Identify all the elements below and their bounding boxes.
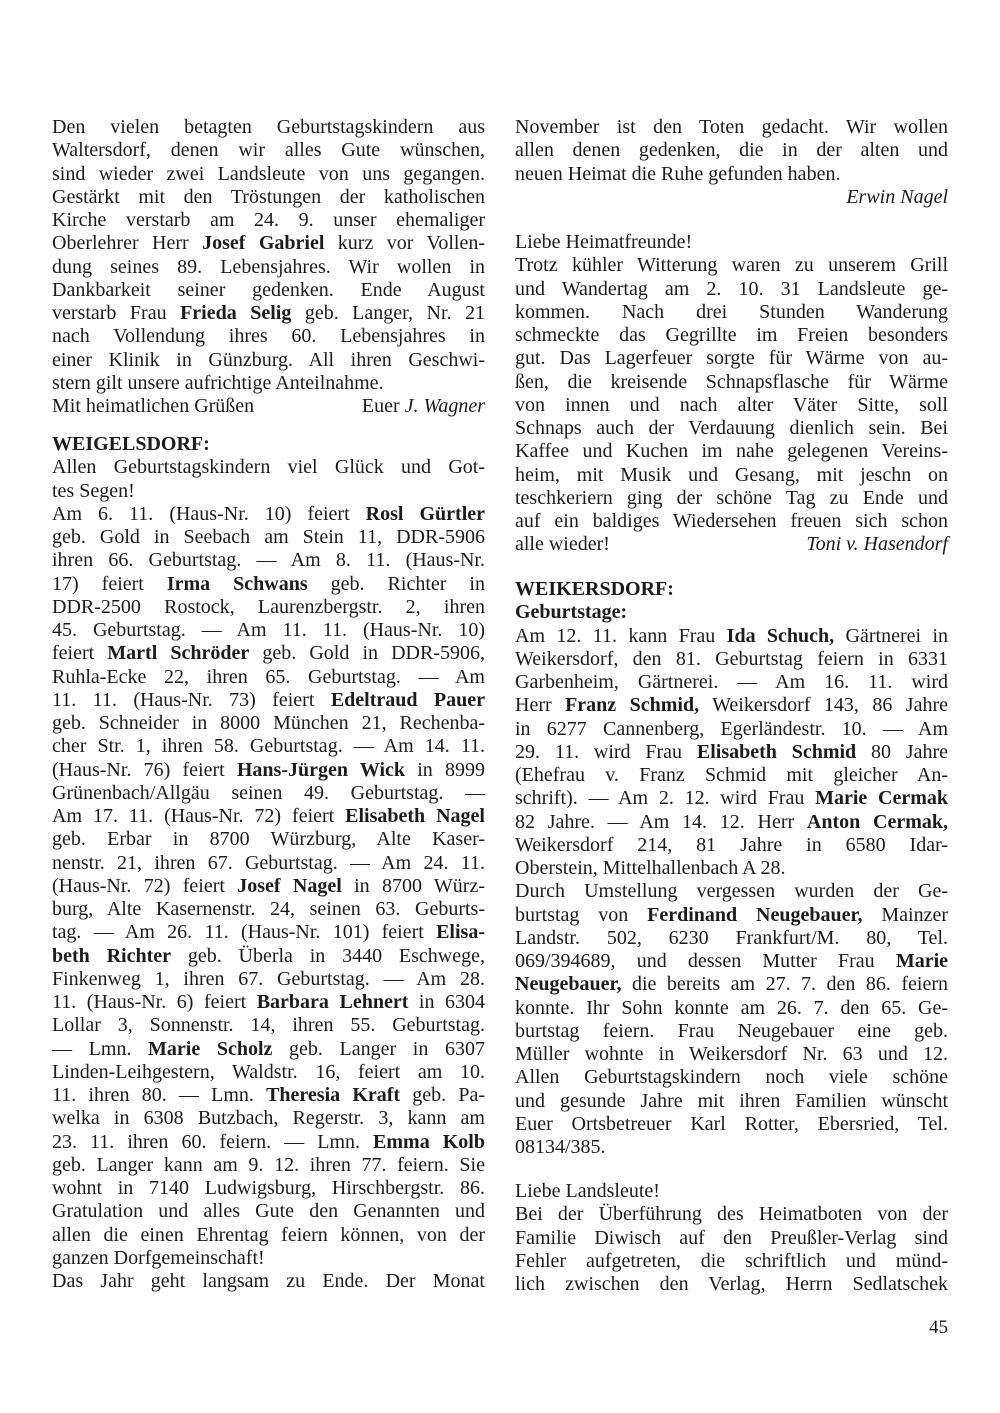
text-line bbox=[515, 973, 948, 996]
text-run: geb. Gold in DDR-5906, bbox=[249, 642, 485, 665]
text-run: Garbenheim, Gärtnerei. — Am 16. 11. wird bbox=[515, 671, 948, 693]
text-line bbox=[515, 1180, 948, 1203]
text-run: Kaffee und Kuchen im nahe gelegenen Vereins- bbox=[515, 440, 948, 463]
text-line bbox=[515, 625, 948, 648]
text-run: dung seines 89. Lebensjahres. Wir wollen in bbox=[52, 255, 485, 278]
text-run: welka in 6308 Butzbach, Regerstr. 3, kann am bbox=[52, 1107, 485, 1130]
text-run: lich zwischen den Verlag, Herrn Sedlatschek bbox=[515, 1273, 948, 1295]
text-line bbox=[52, 209, 485, 232]
text-line bbox=[52, 349, 485, 372]
bold-name: Emma Kolb bbox=[373, 1130, 485, 1153]
text-run: Das Jahr geht langsam zu Ende. Der Monat bbox=[52, 1270, 485, 1292]
text-run: DDR-2500 Rostock, Laurenzbergstr. 2, ihren bbox=[52, 595, 485, 618]
text-run: feiert bbox=[52, 642, 108, 665]
text-run: 11. ihren 80. — Lmn. bbox=[52, 1084, 267, 1106]
text-run: Kirche verstarb am 24. 9. unser ehemaliger bbox=[52, 209, 485, 231]
text-line bbox=[52, 549, 485, 572]
text-line bbox=[52, 828, 485, 851]
text-run: die bereits am 27. 7. den 86. feiern bbox=[621, 973, 948, 996]
text-run: alle wieder! bbox=[515, 533, 610, 556]
text-line bbox=[52, 759, 485, 782]
text-line bbox=[515, 1136, 948, 1159]
text-line bbox=[52, 1014, 485, 1037]
text-run: — Lmn. bbox=[52, 1037, 149, 1060]
text-run: Euer Ortsbetreuer Karl Rotter, Ebersried, Tel. bbox=[515, 1112, 948, 1135]
text-run: geb. Langer in 6307 bbox=[272, 1037, 485, 1060]
text-line bbox=[515, 741, 948, 764]
text-line bbox=[52, 852, 485, 875]
text-run: Gestärkt mit den Tröstungen der katholischen bbox=[52, 185, 485, 208]
text-line bbox=[52, 1200, 485, 1223]
text-run: (Ehefrau v. Franz Schmid mit gleicher An- bbox=[515, 764, 948, 786]
text-run: 82 Jahre. — Am 14. 12. Herr bbox=[515, 810, 807, 833]
text-run: Mit heimatlichen Grüßen bbox=[52, 395, 255, 417]
weikersdorf-section bbox=[515, 578, 948, 1159]
text-run: November ist den Toten gedacht. Wir wollen bbox=[515, 116, 948, 138]
bold-name: Josef Gabriel bbox=[202, 232, 325, 255]
bold-name: Anton Cermak, bbox=[806, 810, 948, 833]
text-line bbox=[515, 578, 948, 601]
text-run: 11. (Haus-Nr. 6) feiert bbox=[52, 991, 257, 1013]
text-line bbox=[515, 394, 948, 417]
text-run: heim, mit Musik und Gesang, mit jeschn on bbox=[515, 463, 948, 486]
bold-name: Elisa- bbox=[436, 921, 485, 944]
text-run: kommen. Nach drei Stunden Wanderung bbox=[515, 300, 948, 323]
bold-name: Rosl Gürtler bbox=[365, 502, 486, 525]
text-line bbox=[52, 968, 485, 991]
text-line bbox=[515, 648, 948, 671]
bold-name: WEIKERSDORF: bbox=[515, 578, 674, 600]
text-run: Ruhla-Ecke 22, ihren 65. Geburtstag. — Am bbox=[52, 665, 485, 688]
text-run: in 6304 bbox=[408, 991, 486, 1013]
text-run: und Wandertag am 2. 10. 31 Landsleute ge- bbox=[515, 277, 948, 300]
text-line bbox=[515, 510, 948, 533]
text-run: Mainzer bbox=[862, 903, 948, 926]
text-run: Den vielen betagten Geburtstagskindern aus bbox=[52, 116, 485, 138]
text-line bbox=[515, 671, 948, 694]
text-line bbox=[52, 116, 485, 139]
text-run: in 8999 bbox=[405, 758, 485, 781]
text-run: 11. 11. (Haus-Nr. 73) feiert bbox=[52, 688, 331, 711]
text-run: Gärtnerei in bbox=[834, 624, 948, 647]
text-run: 80 Jahre bbox=[856, 740, 949, 763]
text-run: in 6277 Cannenberg, Egerländestr. 10. — Am bbox=[515, 717, 948, 740]
text-line bbox=[515, 116, 948, 139]
text-run: Durch Umstellung vergessen wurden der Ge- bbox=[515, 880, 948, 903]
bold-name: Geburtstage: bbox=[515, 601, 628, 624]
text-run: verstarb Frau bbox=[52, 302, 181, 324]
text-line bbox=[515, 487, 948, 510]
text-line bbox=[52, 991, 485, 1014]
bold-name: Theresia Kraft bbox=[266, 1084, 401, 1106]
italic-signature: J. Wagner bbox=[404, 395, 485, 417]
text-run: wohnt in 7140 Ludwigsburg, Hirschbergstr. 86. bbox=[52, 1177, 485, 1199]
text-run: Allen Geburtstagskindern noch viele schöne bbox=[515, 1066, 948, 1089]
line-right bbox=[806, 533, 948, 556]
waltersdorf-obituary bbox=[52, 116, 485, 418]
text-run: und gesunde Jahre mit ihren Familien wünscht bbox=[515, 1089, 948, 1112]
text-run: Oberstein, Mittelhallenbach A 28. bbox=[515, 857, 786, 879]
text-line bbox=[515, 1020, 948, 1043]
text-run: Liebe Landsleute! bbox=[515, 1180, 660, 1202]
text-run: Am 6. 11. (Haus-Nr. 10) feiert bbox=[52, 502, 366, 525]
page-number: 45 bbox=[929, 1317, 948, 1338]
text-run: Finkenweg 1, ihren 67. Geburtstag. — Am 28. bbox=[52, 967, 485, 990]
text-run: Am 17. 11. (Haus-Nr. 72) feiert bbox=[52, 805, 346, 827]
text-line bbox=[52, 186, 485, 209]
text-line bbox=[515, 857, 948, 880]
text-line bbox=[52, 712, 485, 735]
text-line bbox=[515, 163, 948, 186]
text-run: Gratulation und alles Gute den Genannten und bbox=[52, 1200, 485, 1223]
text-run: Grünenbach/Allgäu seinen 49. Geburtstag. — bbox=[52, 781, 485, 804]
bold-name: Barbara Lehnert bbox=[256, 991, 409, 1013]
bold-name: Martl Schröder bbox=[107, 642, 250, 665]
text-line bbox=[515, 186, 948, 209]
text-run: Landstr. 502, 6230 Frankfurt/M. 80, Tel. bbox=[515, 926, 948, 949]
line-left bbox=[515, 533, 610, 556]
text-line bbox=[52, 433, 485, 456]
text-line bbox=[515, 139, 948, 162]
text-line bbox=[515, 811, 948, 834]
text-run: Oberlehrer Herr bbox=[52, 232, 203, 255]
text-line bbox=[515, 278, 948, 301]
text-run: 069/394689, und dessen Mutter Frau bbox=[515, 950, 896, 972]
text-line bbox=[52, 503, 485, 526]
italic-signature: Toni v. Hasendorf bbox=[806, 533, 948, 556]
text-line bbox=[52, 619, 485, 642]
text-run: Familie Diwisch auf den Preußler-Verlag sind bbox=[515, 1226, 948, 1249]
text-run: Linden-Leihgestern, Waldstr. 16, feiert am 10. bbox=[52, 1060, 485, 1083]
text-line bbox=[515, 417, 948, 440]
text-run: Weikersdorf 214, 81 Jahre in 6580 Idar- bbox=[515, 833, 948, 856]
text-run: Liebe Heimatfreunde! bbox=[515, 231, 693, 253]
text-line bbox=[52, 1084, 485, 1107]
text-line bbox=[52, 302, 485, 325]
text-run: Fehler aufgetreten, die schriftlich und münd- bbox=[515, 1249, 948, 1272]
text-line bbox=[515, 880, 948, 903]
text-line bbox=[52, 480, 485, 503]
text-run: nenstr. 21, ihren 67. Geburtstag. — Am 24. 11. bbox=[52, 851, 485, 874]
text-line bbox=[515, 1273, 948, 1296]
text-line bbox=[52, 395, 485, 418]
text-run: burg, Alte Kasernenstr. 24, seinen 63. Geburts- bbox=[52, 898, 485, 920]
text-line bbox=[52, 1177, 485, 1200]
text-line bbox=[515, 764, 948, 787]
liebe-landsleute-letter bbox=[515, 1180, 948, 1296]
bold-name: Hans-Jürgen Wick bbox=[236, 758, 406, 781]
text-line bbox=[52, 782, 485, 805]
bold-name: Elisabeth Schmid bbox=[696, 740, 857, 763]
text-run: schrift). — Am 2. 12. wird Frau bbox=[515, 787, 816, 810]
text-line bbox=[515, 997, 948, 1020]
text-line bbox=[52, 689, 485, 712]
text-run: geb. Langer kann am 9. 12. ihren 77. feiern. Sie bbox=[52, 1153, 485, 1176]
text-run: Lollar 3, Sonnenstr. 14, ihren 55. Geburtstag. bbox=[52, 1014, 485, 1037]
text-line bbox=[52, 666, 485, 689]
grill-wandertag-report bbox=[515, 231, 948, 557]
text-line bbox=[515, 231, 948, 254]
text-run: Müller wohnte in Weikersdorf Nr. 63 und 12. bbox=[515, 1043, 948, 1065]
text-run: tag. — Am 26. 11. (Haus-Nr. 101) feiert bbox=[52, 921, 437, 944]
text-line bbox=[515, 301, 948, 324]
text-line bbox=[515, 533, 948, 556]
text-run: ßen, die kreisende Schnapsflasche für Wärme bbox=[515, 370, 948, 393]
text-run: kurz vor Vollen- bbox=[324, 232, 485, 255]
text-run: auf ein baldiges Wiedersehen freuen sich schon bbox=[515, 510, 948, 532]
text-run: Weikersdorf, den 81. Geburtstag feiern in 6331 bbox=[515, 647, 948, 670]
text-line bbox=[515, 1227, 948, 1250]
text-run: Waltersdorf, denen wir alles Gute wünschen, bbox=[52, 139, 485, 162]
text-run: 23. 11. ihren 60. feiern. — Lmn. bbox=[52, 1130, 374, 1153]
text-line bbox=[52, 1154, 485, 1177]
text-line bbox=[52, 596, 485, 619]
text-line bbox=[515, 464, 948, 487]
bold-name: Josef Nagel bbox=[237, 874, 342, 897]
bold-name: WEIGELSDORF: bbox=[52, 433, 210, 455]
text-run: neuen Heimat die Ruhe gefunden haben. bbox=[515, 162, 841, 185]
weigelsdorf-section bbox=[52, 433, 485, 1293]
text-run: einer Klinik in Günzburg. All ihren Geschwi- bbox=[52, 348, 485, 371]
text-line bbox=[52, 945, 485, 968]
text-run: 08134/385. bbox=[515, 1136, 606, 1158]
text-run: Trotz kühler Witterung waren zu unserem Grill bbox=[515, 254, 948, 277]
text-run: allen denen gedenken, die in der alten und bbox=[515, 139, 948, 162]
text-line bbox=[52, 526, 485, 549]
text-run: Euer bbox=[361, 395, 405, 417]
text-run: von innen und nach alter Väter Sitte, soll bbox=[515, 393, 948, 416]
text-run: geb. Überla in 3440 Eschwege, bbox=[171, 944, 485, 967]
bold-name: Elisabeth Nagel bbox=[345, 805, 485, 827]
text-line bbox=[515, 1250, 948, 1273]
text-line bbox=[515, 834, 948, 857]
text-run: allen die einen Ehrentag feiern können, von der bbox=[52, 1223, 485, 1246]
text-line bbox=[515, 1203, 948, 1226]
text-run: burtstag von bbox=[515, 903, 648, 926]
text-line bbox=[52, 1247, 485, 1270]
line-left bbox=[52, 395, 254, 418]
text-line bbox=[52, 232, 485, 255]
text-run: geb. Erbar in 8700 Würzburg, Alte Kaser- bbox=[52, 828, 485, 851]
text-run: Bei der Überführung des Heimatboten von der bbox=[515, 1203, 948, 1226]
text-run: geb. Richter in bbox=[307, 572, 485, 595]
text-run: burtstag feiern. Frau Neugebauer eine geb. bbox=[515, 1019, 948, 1042]
line-right bbox=[362, 395, 485, 418]
text-run: ganzen Dorfgemeinschaft! bbox=[52, 1246, 265, 1269]
text-run: geb. Gold in Seebach am Stein 11, DDR-5906 bbox=[52, 526, 485, 548]
text-line bbox=[52, 325, 485, 348]
text-run: Schnaps auch der Verdauung dienlich sein. Bei bbox=[515, 417, 948, 439]
bold-name: Neugebauer, bbox=[515, 973, 622, 996]
text-line bbox=[515, 1066, 948, 1089]
bold-name: Marie Scholz bbox=[148, 1037, 273, 1060]
bold-name: Franz Schmid, bbox=[565, 694, 700, 717]
text-line bbox=[515, 694, 948, 717]
text-run: nach Vollendung ihres 60. Lebensjahres in bbox=[52, 325, 485, 348]
text-line bbox=[515, 601, 948, 624]
bold-name: Frieda Selig bbox=[180, 302, 292, 324]
text-line bbox=[52, 735, 485, 758]
text-line bbox=[52, 163, 485, 186]
text-line bbox=[52, 1270, 485, 1293]
text-run: in 8700 Würz- bbox=[341, 874, 485, 897]
text-run: stern gilt unsere aufrichtige Anteilnahme. bbox=[52, 371, 384, 394]
text-line bbox=[52, 805, 485, 828]
text-run: schmeckte das Gegrillte im Freien besonders bbox=[515, 324, 948, 346]
text-line bbox=[52, 1038, 485, 1061]
text-run: geb. Pa- bbox=[400, 1084, 485, 1106]
text-line bbox=[515, 1113, 948, 1136]
text-line bbox=[515, 950, 948, 973]
text-run: (Haus-Nr. 76) feiert bbox=[52, 758, 237, 781]
text-run: Allen Geburtstagskindern viel Glück und Got- bbox=[52, 456, 485, 479]
text-line bbox=[515, 927, 948, 950]
text-run: 17) feiert bbox=[52, 572, 167, 595]
text-line bbox=[52, 1224, 485, 1247]
text-line bbox=[515, 371, 948, 394]
bold-name: Ida Schuch, bbox=[726, 624, 835, 647]
text-line bbox=[52, 1107, 485, 1130]
text-run: (Haus-Nr. 72) feiert bbox=[52, 874, 238, 897]
text-run: Dankbarkeit seiner gedenken. Ende August bbox=[52, 278, 485, 301]
text-line bbox=[52, 573, 485, 596]
text-run: Weikersdorf 143, 86 Jahre bbox=[699, 694, 949, 717]
bold-name: Ferdinand Neugebauer, bbox=[647, 903, 863, 926]
text-line bbox=[52, 898, 485, 921]
text-run: Herr bbox=[515, 694, 566, 717]
text-run: cher Str. 1, ihren 58. Geburtstag. — Am 14. 11. bbox=[52, 735, 485, 758]
text-line bbox=[515, 1090, 948, 1113]
text-run: gut. Das Lagerfeuer sorgte für Wärme von au- bbox=[515, 347, 948, 370]
text-line bbox=[515, 1043, 948, 1066]
text-line bbox=[52, 1061, 485, 1084]
text-run: geb. Schneider in 8000 München 21, Rechenba- bbox=[52, 712, 485, 734]
text-line bbox=[515, 254, 948, 277]
text-run: tes Segen! bbox=[52, 479, 135, 502]
text-run: sind wieder zwei Landsleute von uns gegangen. bbox=[52, 162, 485, 185]
text-run: ihren 66. Geburtstag. — Am 8. 11. (Haus-Nr. bbox=[52, 549, 485, 572]
text-line bbox=[52, 456, 485, 479]
bold-name: Marie bbox=[895, 950, 948, 972]
text-run: geb. Langer, Nr. 21 bbox=[291, 302, 485, 324]
text-run: Am 12. 11. kann Frau bbox=[515, 624, 727, 647]
text-line bbox=[515, 787, 948, 810]
italic-signature: Erwin Nagel bbox=[846, 185, 948, 208]
text-run: teschkeriern ging der schöne Tag zu Ende und bbox=[515, 486, 948, 509]
bold-name: Edeltraud Pauer bbox=[330, 688, 485, 711]
text-line bbox=[52, 279, 485, 302]
text-run: 45. Geburtstag. — Am 11. 11. (Haus-Nr. 10) bbox=[52, 619, 485, 641]
text-line bbox=[515, 440, 948, 463]
text-line bbox=[52, 372, 485, 395]
bold-name: Irma Schwans bbox=[166, 572, 308, 595]
text-line bbox=[52, 875, 485, 898]
text-line bbox=[515, 904, 948, 927]
text-line bbox=[515, 347, 948, 370]
text-line bbox=[52, 642, 485, 665]
bold-name: beth Richter bbox=[52, 944, 172, 967]
text-line bbox=[52, 139, 485, 162]
text-run: 29. 11. wird Frau bbox=[515, 740, 697, 763]
november-remembrance bbox=[515, 116, 948, 209]
text-line bbox=[515, 718, 948, 741]
text-line bbox=[52, 921, 485, 944]
text-line bbox=[515, 324, 948, 347]
bold-name: Marie Cermak bbox=[815, 787, 948, 810]
text-line bbox=[52, 256, 485, 279]
text-run: konnte. Ihr Sohn konnte am 26. 7. den 65. Ge- bbox=[515, 996, 948, 1019]
text-line bbox=[52, 1131, 485, 1154]
